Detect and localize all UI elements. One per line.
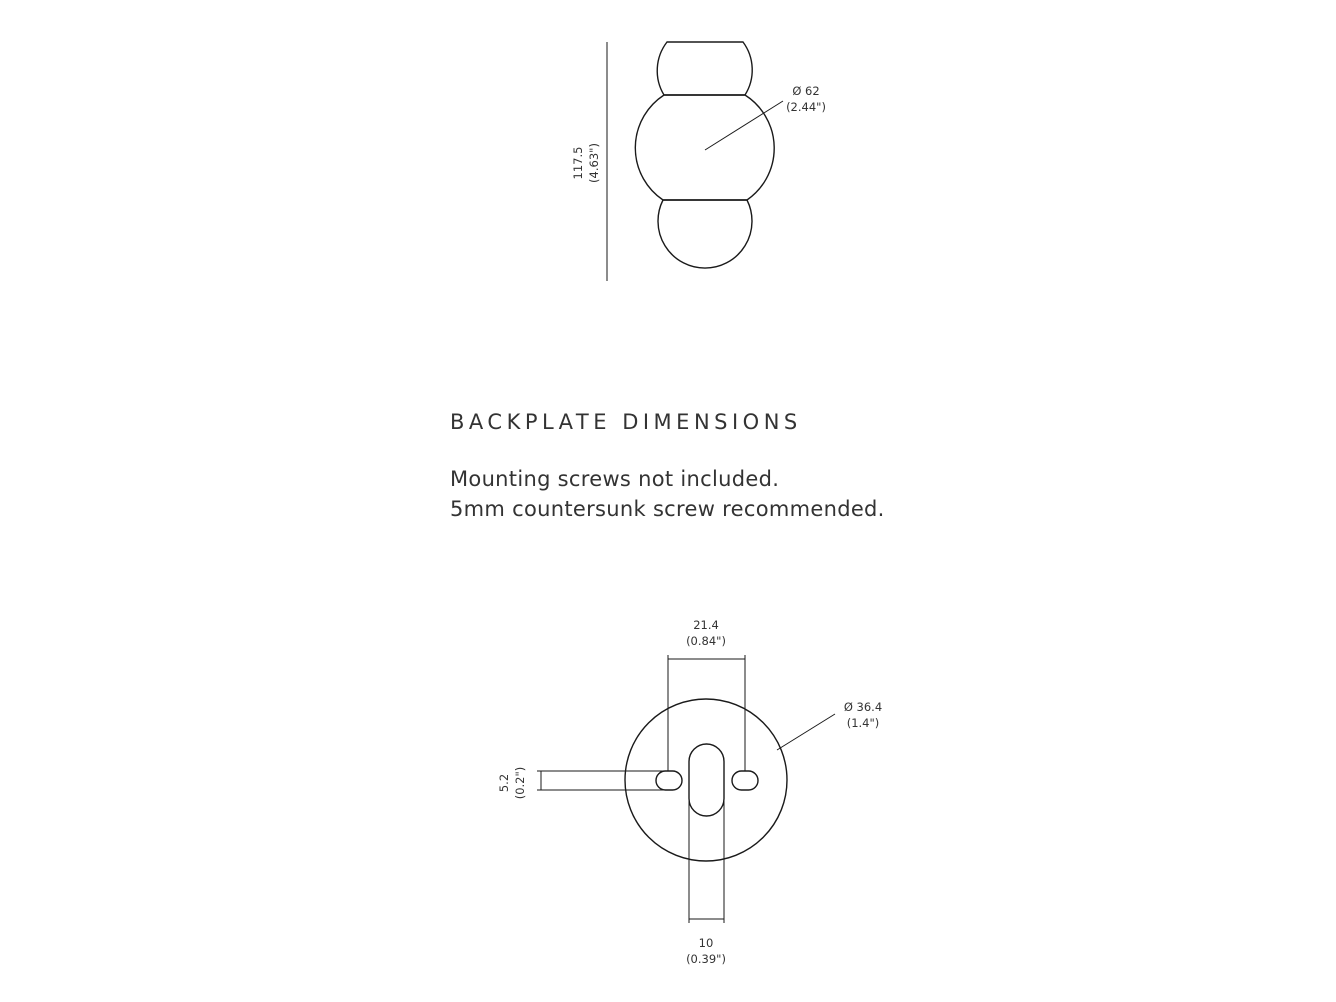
backplate-note-line2: 5mm countersunk screw recommended. <box>450 497 885 521</box>
slot-height-in: (0.2") <box>513 766 527 800</box>
diameter-leader-line <box>705 101 783 150</box>
center-slot <box>689 744 724 816</box>
backplate-diameter-leader <box>777 714 835 750</box>
backplate-diameter-in: (1.4") <box>846 716 880 730</box>
backplate-note-line1: Mounting screws not included. <box>450 467 780 491</box>
slot-height-mm: 5.2 <box>497 773 511 793</box>
fixture-bottom-sphere <box>658 200 752 268</box>
backplate-heading: BACKPLATE DIMENSIONS <box>450 410 802 434</box>
fixture-middle-sphere <box>635 95 774 200</box>
slot-width-in: (0.39") <box>686 952 726 966</box>
fixture-height-in: (4.63") <box>587 143 601 183</box>
fixture-top-cap <box>657 42 752 95</box>
fixture-diameter-in: (2.44") <box>786 100 826 114</box>
fixture-diameter-mm: Ø 62 <box>792 84 820 98</box>
backplate-outline <box>625 699 787 861</box>
right-screw-slot <box>732 771 758 790</box>
fixture-height-mm: 117.5 <box>571 146 585 180</box>
slot-width-mm: 10 <box>698 936 714 950</box>
left-screw-slot <box>656 771 682 790</box>
backplate-diameter-mm: Ø 36.4 <box>843 700 883 714</box>
spacing-mm: 21.4 <box>693 618 719 632</box>
spacing-in: (0.84") <box>686 634 726 648</box>
backplate-drawing <box>497 618 882 966</box>
fixture-drawing <box>571 42 826 281</box>
